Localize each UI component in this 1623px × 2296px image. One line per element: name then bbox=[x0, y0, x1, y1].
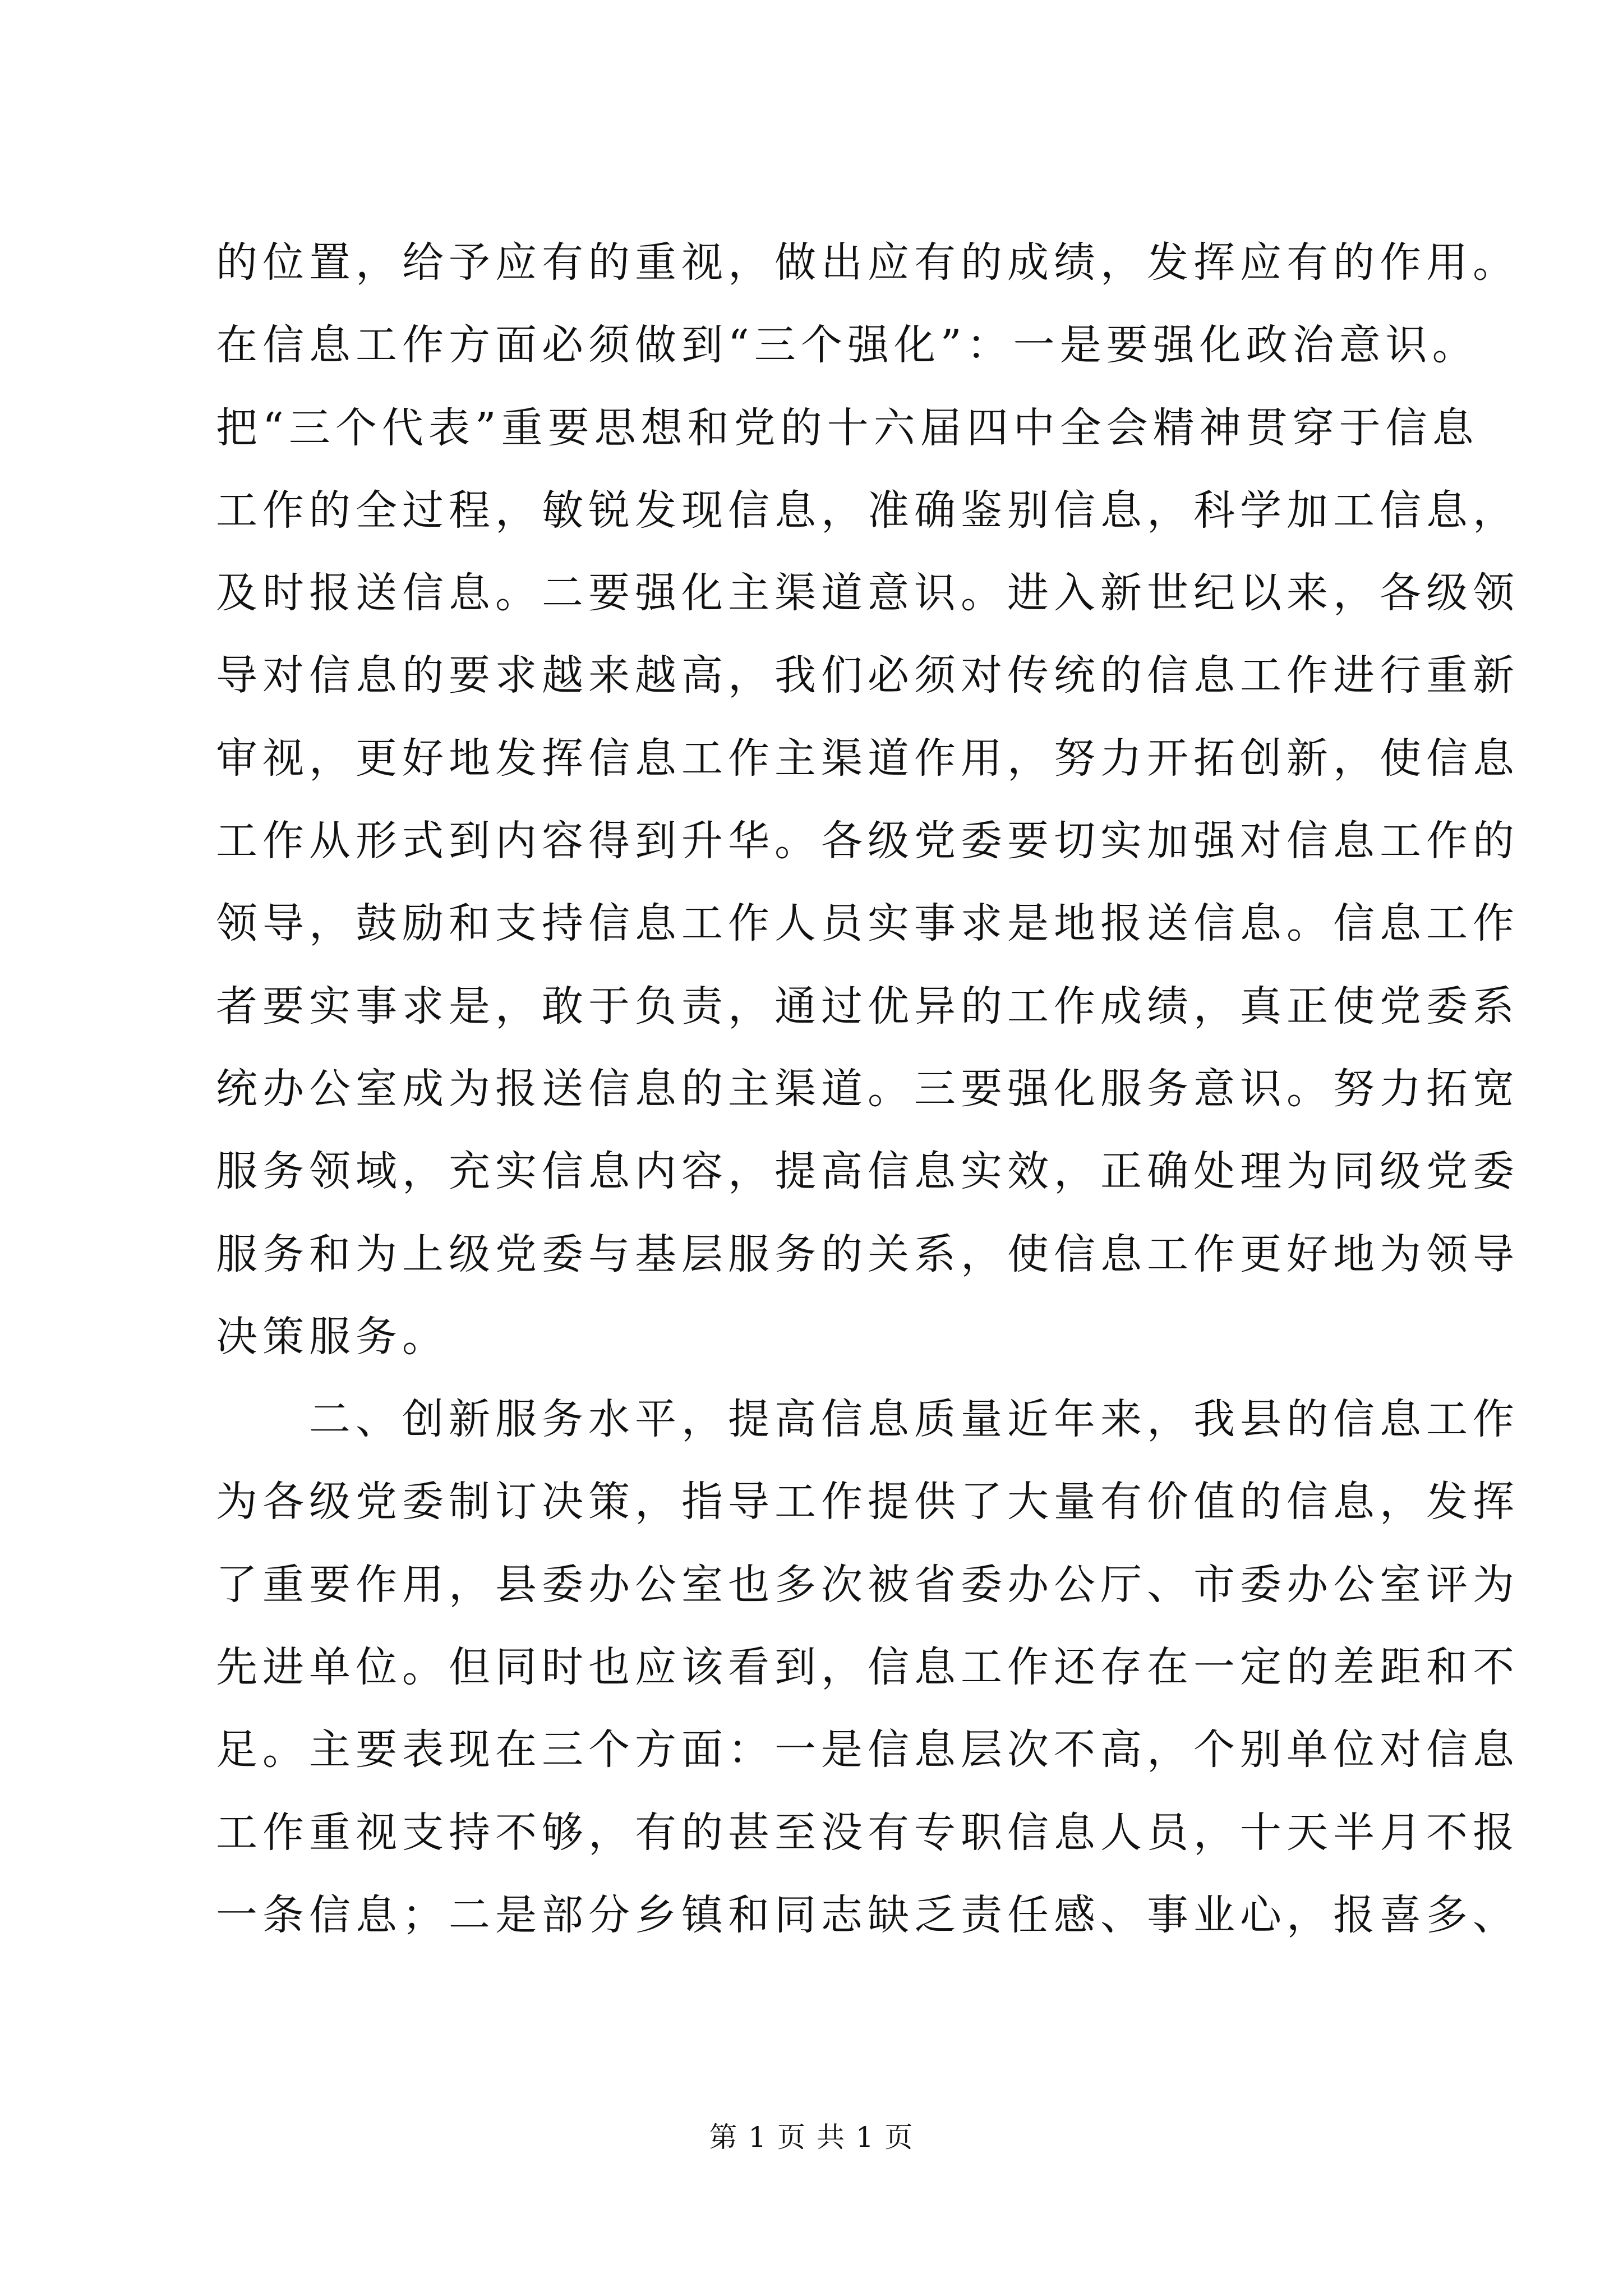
paragraph-heading-line: 二、创新服务水平，提高信息质量近年来，我县的信息工作 bbox=[309, 1395, 1519, 1444]
text-line: 工作的全过程，敏锐发现信息，准确鉴别信息，科学加工信息， bbox=[216, 486, 1519, 535]
text-line: 决策服务。 bbox=[216, 1312, 449, 1361]
text-line: 一条信息；二是部分乡镇和同志缺乏责任感、事业心，报喜多、 bbox=[216, 1890, 1519, 1939]
text-line: 导对信息的要求越来越高，我们必须对传统的信息工作进行重新 bbox=[216, 651, 1519, 700]
text-line: 在信息工作方面必须做到“三个强化”：一是要强化政治意识。 bbox=[216, 321, 1479, 370]
text-line: 为各级党委制订决策，指导工作提供了大量有价值的信息，发挥 bbox=[216, 1478, 1519, 1526]
text-line: 了重要作用，县委办公室也多次被省委办公厅、市委办公室评为 bbox=[216, 1560, 1519, 1609]
text-line: 把“三个代表”重要思想和党的十六届四中全会精神贯穿于信息 bbox=[216, 403, 1479, 452]
text-line: 先进单位。但同时也应该看到，信息工作还存在一定的差距和不 bbox=[216, 1643, 1519, 1692]
page-footer: 第 1 页 共 1 页 bbox=[709, 2121, 914, 2154]
text-line: 服务和为上级党委与基层服务的关系，使信息工作更好地为领导 bbox=[216, 1230, 1519, 1278]
text-line: 审视，更好地发挥信息工作主渠道作用，努力开拓创新，使信息 bbox=[216, 734, 1519, 783]
text-line: 服务领域，充实信息内容，提高信息实效，正确处理为同级党委 bbox=[216, 1147, 1519, 1196]
text-line: 及时报送信息。二要强化主渠道意识。进入新世纪以来，各级领 bbox=[216, 569, 1519, 618]
text-line: 足。主要表现在三个方面：一是信息层次不高，个别单位对信息 bbox=[216, 1726, 1519, 1774]
text-line: 者要实事求是，敢于负责，通过优异的工作成绩，真正使党委系 bbox=[216, 982, 1519, 1030]
body-text bbox=[216, 222, 1519, 1957]
text-line: 领导，鼓励和支持信息工作人员实事求是地报送信息。信息工作 bbox=[216, 899, 1519, 948]
text-line: 工作重视支持不够，有的甚至没有专职信息人员，十天半月不报 bbox=[216, 1808, 1519, 1857]
text-line: 的位置，给予应有的重视，做出应有的成绩，发挥应有的作用。 bbox=[216, 238, 1519, 287]
text-line: 工作从形式到内容得到升华。各级党委要切实加强对信息工作的 bbox=[216, 817, 1519, 866]
text-line: 统办公室成为报送信息的主渠道。三要强化服务意识。努力拓宽 bbox=[216, 1064, 1519, 1113]
